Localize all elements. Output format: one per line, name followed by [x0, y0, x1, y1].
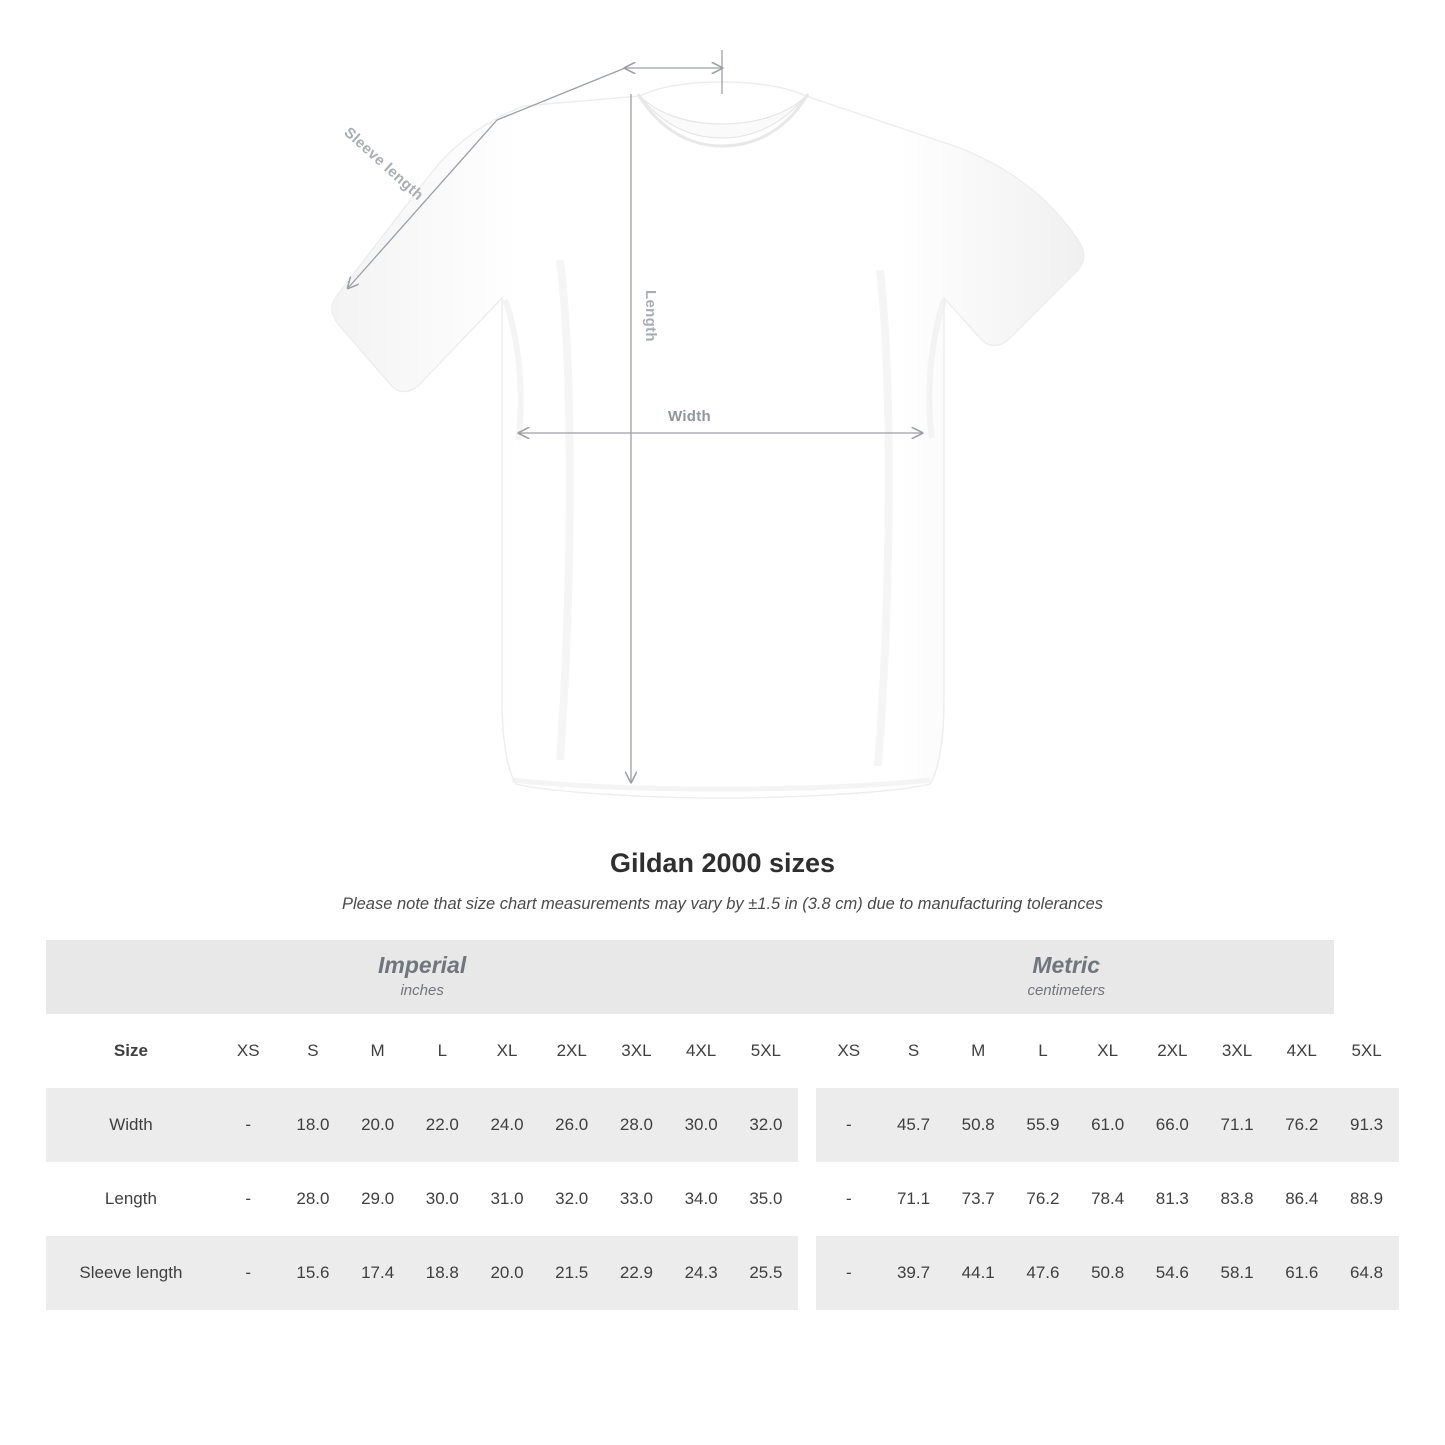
row-header-width: Width — [46, 1088, 216, 1162]
cell-length-met-m: 73.7 — [946, 1162, 1011, 1236]
cell-sleeve-met-s: 39.7 — [881, 1236, 946, 1310]
length-label: Length — [642, 290, 659, 342]
col-header-imp-l: L — [410, 1014, 475, 1088]
cell-width-met-5xl: 91.3 — [1334, 1088, 1399, 1162]
cell-sleeve-met-2xl: 54.6 — [1140, 1236, 1205, 1310]
cell-length-met-xl: 78.4 — [1075, 1162, 1140, 1236]
col-header-met-3xl: 3XL — [1205, 1014, 1270, 1088]
cell-length-imp-4xl: 34.0 — [669, 1162, 734, 1236]
cell-length-met-3xl: 83.8 — [1205, 1162, 1270, 1236]
imperial-system-label: Imperial — [378, 951, 467, 978]
cell-sleeve-imp-4xl: 24.3 — [669, 1236, 734, 1310]
metric-unit-cell — [798, 940, 1334, 1014]
metric-system-label: Metric — [1032, 951, 1101, 978]
width-label: Width — [668, 408, 712, 425]
col-header-imp-m: M — [345, 1014, 410, 1088]
col-header-met-l: L — [1011, 1014, 1076, 1088]
cell-width-imp-xl: 24.0 — [475, 1088, 540, 1162]
table-row — [46, 1088, 1399, 1162]
cell-width-met-3xl: 71.1 — [1205, 1088, 1270, 1162]
tolerance-note: Please note that size chart measurements may vary by ±1.5 in (3.8 cm) due to manufacturing tolerances — [341, 895, 1104, 913]
col-header-imp-s: S — [281, 1014, 346, 1088]
cell-length-met-s: 71.1 — [881, 1162, 946, 1236]
col-header-met-m: M — [946, 1014, 1011, 1088]
cell-length-imp-l: 30.0 — [410, 1162, 475, 1236]
title-block — [0, 848, 1445, 914]
cell-length-imp-xs: - — [216, 1162, 281, 1236]
cell-length-met-l: 76.2 — [1011, 1162, 1076, 1236]
cell-length-imp-2xl: 32.0 — [539, 1162, 604, 1236]
page-title: Gildan 2000 sizes — [609, 848, 836, 878]
cell-sleeve-met-l: 47.6 — [1011, 1236, 1076, 1310]
column-gap — [798, 1162, 816, 1236]
cell-length-met-2xl: 81.3 — [1140, 1162, 1205, 1236]
cell-length-met-5xl: 88.9 — [1334, 1162, 1399, 1236]
size-table — [46, 940, 1399, 1310]
cell-length-imp-xl: 31.0 — [475, 1162, 540, 1236]
cell-sleeve-imp-m: 17.4 — [345, 1236, 410, 1310]
row-header-length: Length — [46, 1162, 216, 1236]
col-header-imp-3xl: 3XL — [604, 1014, 669, 1088]
col-header-met-2xl: 2XL — [1140, 1014, 1205, 1088]
col-header-met-4xl: 4XL — [1269, 1014, 1334, 1088]
col-header-met-xs: XS — [816, 1014, 881, 1088]
cell-sleeve-imp-l: 18.8 — [410, 1236, 475, 1310]
cell-sleeve-met-xs: - — [816, 1236, 881, 1310]
cell-width-met-m: 50.8 — [946, 1088, 1011, 1162]
tshirt-shape — [332, 82, 1084, 798]
column-gap — [798, 1236, 816, 1310]
metric-unit-label: centimeters — [1027, 982, 1105, 1000]
cell-width-imp-3xl: 28.0 — [604, 1088, 669, 1162]
cell-length-imp-m: 29.0 — [345, 1162, 410, 1236]
cell-length-imp-3xl: 33.0 — [604, 1162, 669, 1236]
cell-sleeve-imp-2xl: 21.5 — [539, 1236, 604, 1310]
row-header-sleeve-length: Sleeve length — [46, 1236, 216, 1310]
cell-width-met-4xl: 76.2 — [1269, 1088, 1334, 1162]
col-header-imp-5xl: 5XL — [733, 1014, 798, 1088]
cell-width-imp-m: 20.0 — [345, 1088, 410, 1162]
unit-header-row — [46, 940, 1399, 1014]
cell-length-met-xs: - — [816, 1162, 881, 1236]
col-header-size: Size — [46, 1014, 216, 1088]
column-gap — [798, 1088, 816, 1162]
cell-sleeve-met-m: 44.1 — [946, 1236, 1011, 1310]
cell-width-imp-4xl: 30.0 — [669, 1088, 734, 1162]
cell-width-met-2xl: 66.0 — [1140, 1088, 1205, 1162]
cell-length-met-4xl: 86.4 — [1269, 1162, 1334, 1236]
size-table-wrapper — [46, 940, 1399, 1310]
cell-sleeve-imp-3xl: 22.9 — [604, 1236, 669, 1310]
cell-sleeve-met-3xl: 58.1 — [1205, 1236, 1270, 1310]
cell-width-imp-5xl: 32.0 — [733, 1088, 798, 1162]
cell-sleeve-imp-5xl: 25.5 — [733, 1236, 798, 1310]
col-header-met-xl: XL — [1075, 1014, 1140, 1088]
cell-sleeve-imp-s: 15.6 — [281, 1236, 346, 1310]
imperial-unit-cell — [46, 940, 798, 1014]
cell-width-imp-s: 18.0 — [281, 1088, 346, 1162]
table-row — [46, 1236, 1399, 1310]
col-header-imp-xl: XL — [475, 1014, 540, 1088]
cell-width-imp-l: 22.0 — [410, 1088, 475, 1162]
cell-length-imp-5xl: 35.0 — [733, 1162, 798, 1236]
column-gap — [798, 1014, 816, 1088]
size-header-row — [46, 1014, 1399, 1088]
cell-width-met-xs: - — [816, 1088, 881, 1162]
col-header-imp-xs: XS — [216, 1014, 281, 1088]
cell-sleeve-met-4xl: 61.6 — [1269, 1236, 1334, 1310]
col-header-met-5xl: 5XL — [1334, 1014, 1399, 1088]
cell-width-imp-xs: - — [216, 1088, 281, 1162]
table-row — [46, 1162, 1399, 1236]
cell-sleeve-met-xl: 50.8 — [1075, 1236, 1140, 1310]
sleeve-length-label: Sleeve length — [340, 124, 427, 204]
col-header-imp-2xl: 2XL — [539, 1014, 604, 1088]
cell-length-imp-s: 28.0 — [281, 1162, 346, 1236]
cell-width-met-l: 55.9 — [1011, 1088, 1076, 1162]
cell-sleeve-imp-xs: - — [216, 1236, 281, 1310]
cell-width-met-xl: 61.0 — [1075, 1088, 1140, 1162]
cell-width-met-s: 45.7 — [881, 1088, 946, 1162]
col-header-met-s: S — [881, 1014, 946, 1088]
cell-sleeve-met-5xl: 64.8 — [1334, 1236, 1399, 1310]
cell-sleeve-imp-xl: 20.0 — [475, 1236, 540, 1310]
col-header-imp-4xl: 4XL — [669, 1014, 734, 1088]
cell-width-imp-2xl: 26.0 — [539, 1088, 604, 1162]
imperial-unit-label: inches — [400, 982, 444, 1000]
